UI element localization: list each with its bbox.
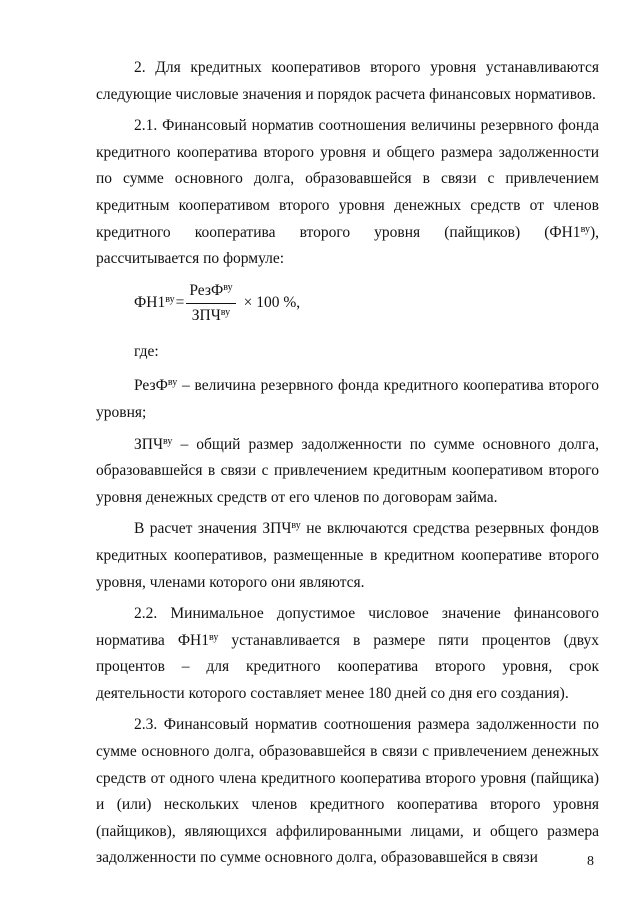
definition-rezf-sup: ву bbox=[167, 377, 178, 389]
paragraph-2-2-sup: ву bbox=[209, 631, 219, 643]
formula-fraction bbox=[186, 281, 235, 326]
paragraph-2-1 bbox=[96, 113, 599, 273]
numerator-sup: ву bbox=[223, 282, 233, 294]
formula-fn1 bbox=[134, 279, 599, 329]
paragraph-exclusion-sup: ву bbox=[291, 520, 301, 532]
paragraph-2-3 bbox=[96, 712, 599, 872]
document-body bbox=[96, 55, 599, 877]
definition-rezf-text: – величина резервного фонда кредитного кооператива второго уровня; bbox=[96, 377, 599, 421]
superscript-vu: ву bbox=[580, 223, 590, 235]
paragraph-exclusion-tail: не включаются средства резервных фондов кредитных кооперативов, размещенные в кредитном кооперативе второго уровня, членами которого они являются. bbox=[96, 520, 599, 591]
page-number: 8 bbox=[587, 854, 594, 869]
paragraph-2-1-tail: ), рассчитывается по формуле: bbox=[96, 223, 599, 268]
formula-multiplier: × 100 %, bbox=[243, 294, 301, 312]
paragraph-2-2 bbox=[96, 601, 599, 707]
definition-zpch bbox=[96, 432, 599, 512]
paragraph-2-text: 2. Для кредитных кооперативов второго уровня устанавливаются следующие числовые значения и порядок расчета финансовых нормативов. bbox=[96, 59, 599, 103]
denominator-sup: ву bbox=[220, 307, 231, 319]
definition-rezf bbox=[96, 373, 599, 426]
formula-lhs-sup: ву bbox=[165, 294, 175, 306]
where-label: где: bbox=[134, 342, 159, 360]
formula-equals: = bbox=[175, 294, 185, 312]
definition-rezf-term: РезФ bbox=[134, 377, 168, 395]
formula-lhs-symbol: ФН1 bbox=[134, 294, 166, 312]
definition-zpch-text: – общий размер задолженности по сумме основного долга, образовавшейся в связи с привлечением кредитным кооперативом второго уровня денежных средств от его членов по договорам займа. bbox=[96, 435, 599, 506]
formula-numerator bbox=[186, 281, 235, 304]
numerator-symbol: РезФ bbox=[189, 282, 224, 300]
definition-zpch-sup: ву bbox=[163, 435, 173, 447]
paragraph-2-2-text: 2.2. Минимальное допустимое числовое значение финансового норматива ФН1 bbox=[96, 605, 599, 649]
formula-lhs bbox=[134, 290, 175, 317]
denominator-symbol: ЗПЧ bbox=[191, 307, 221, 325]
paragraph-2-1-text: 2.1. Финансовый норматив соотношения величины резервного фонда кредитного кооператива второго уровня и общего размера задолженности по сумме основного долга, образовавшейся в связи с привлечением кредитным кооперативом второго уровня денежных средств от членов кредитного кооператива второго уровня (пайщиков) (ФН1 bbox=[96, 117, 599, 241]
paragraph-exclusion bbox=[96, 516, 599, 596]
paragraph-2-3-text: 2.3. Финансовый норматив соотношения размера задолженности по сумме основного долга, образовавшейся в связи с привлечением денежных средств от одного члена кредитного кооператива второго уровня (пайщика) и (или) нескольких членов кредитного кооператива второго уровня (пайщиков), являющихся аффилированными лицами, и общего размера задолженности по сумме основного долга, образовавшейся в связи bbox=[96, 716, 599, 867]
paragraph-2 bbox=[96, 55, 599, 108]
paragraph-2-2-tail: устанавливается в размере пяти процентов (двух процентов – для кредитного кооператива второго уровня, срок деятельности которого составляет менее 180 дней со дня его создания). bbox=[96, 631, 599, 702]
paragraph-exclusion-text: В расчет значения ЗПЧ bbox=[134, 520, 292, 538]
definition-zpch-term: ЗПЧ bbox=[134, 435, 164, 453]
formula-denominator bbox=[189, 304, 233, 326]
